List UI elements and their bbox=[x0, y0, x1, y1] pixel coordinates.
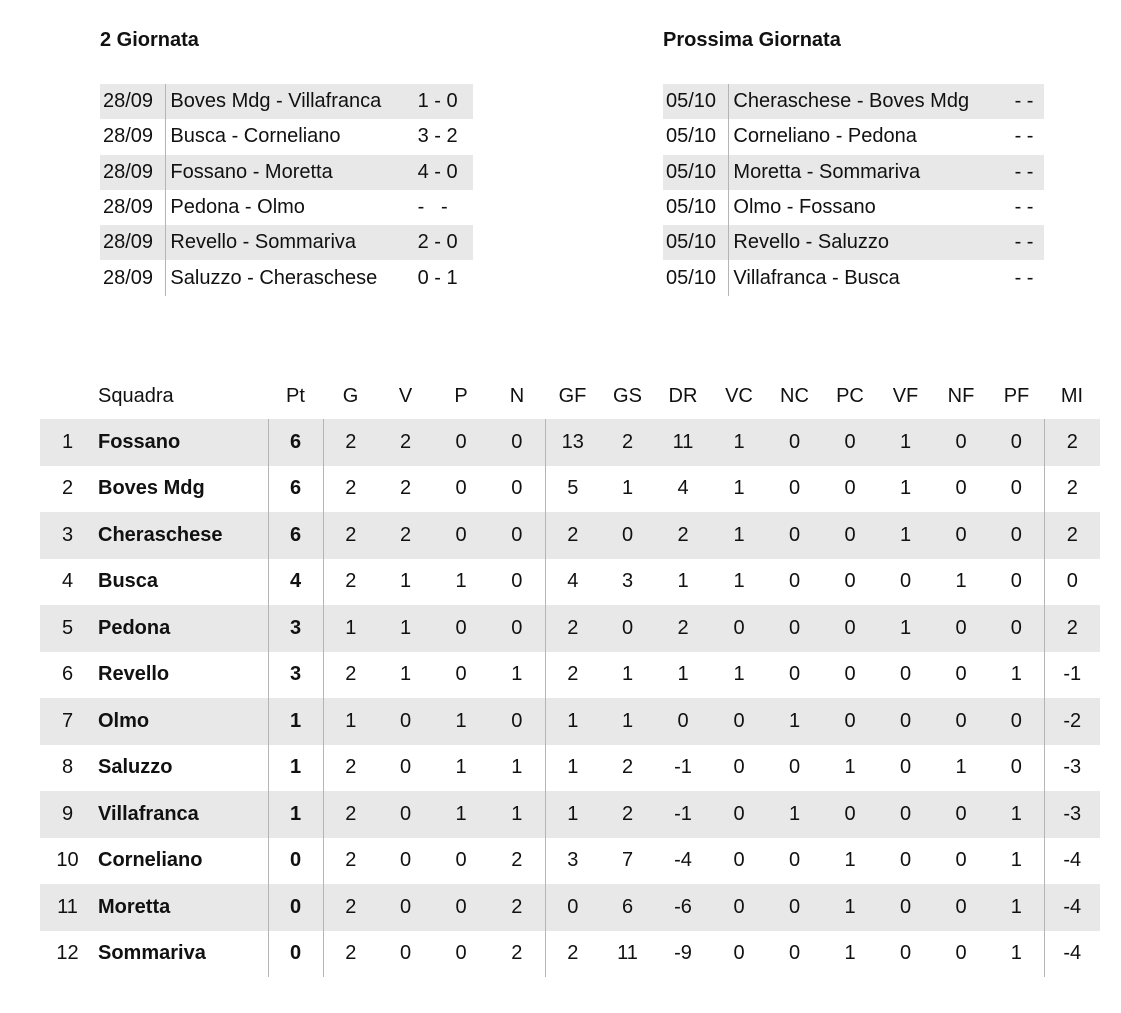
cell-away-wins: 0 bbox=[899, 663, 912, 686]
cell-away-draws: 0 bbox=[933, 884, 989, 931]
header-goals-for: GF bbox=[558, 385, 587, 407]
cell-draws: 0 bbox=[489, 605, 545, 652]
match-row bbox=[100, 84, 473, 119]
cell-goals-for: 2 bbox=[545, 512, 600, 559]
match-row bbox=[100, 260, 473, 295]
cell-away-losses: 0 bbox=[1010, 756, 1022, 779]
cell-away-draws: 0 bbox=[955, 849, 967, 872]
cell-team: Olmo bbox=[95, 698, 268, 745]
cell-team: Boves Mdg bbox=[98, 477, 205, 500]
header-team: Squadra bbox=[98, 385, 174, 407]
cell-position: 9 bbox=[40, 791, 95, 838]
cell-goal-difference: -1 bbox=[655, 791, 711, 838]
match-date: 28/09 bbox=[100, 225, 166, 260]
match-row bbox=[663, 84, 1044, 119]
standings-row bbox=[40, 559, 1100, 606]
cell-goals-for: 5 bbox=[545, 466, 600, 513]
cell-points: 3 bbox=[268, 605, 323, 652]
cell-home-losses: 0 bbox=[822, 791, 878, 838]
cell-goals-for: 0 bbox=[545, 884, 600, 931]
cell-home-wins: 0 bbox=[733, 942, 745, 965]
match-teams: Fossano - Moretta bbox=[166, 155, 418, 190]
cell-wins: 0 bbox=[378, 698, 433, 745]
cell-draws: 2 bbox=[511, 849, 523, 872]
cell-played: 2 bbox=[323, 931, 378, 978]
cell-points: 1 bbox=[268, 745, 323, 792]
cell-home-losses: 0 bbox=[822, 605, 878, 652]
cell-team: Cheraschese bbox=[95, 512, 268, 559]
cell-home-losses: 0 bbox=[822, 698, 878, 745]
cell-goals-against: 1 bbox=[621, 477, 634, 500]
cell-mi: -3 bbox=[1044, 745, 1100, 792]
cell-home-losses: 0 bbox=[844, 477, 856, 500]
cell-away-losses: 0 bbox=[1010, 570, 1022, 593]
cell-losses: 1 bbox=[455, 756, 467, 779]
match-row bbox=[663, 190, 1044, 225]
standings-header-row bbox=[40, 374, 1100, 419]
standings-row bbox=[40, 698, 1100, 745]
match-date: 28/09 bbox=[100, 190, 166, 225]
cell-home-losses: 1 bbox=[844, 756, 856, 779]
cell-goals-against: 2 bbox=[600, 791, 655, 838]
header-losses: P bbox=[454, 385, 468, 407]
cell-goal-difference: -6 bbox=[655, 884, 711, 931]
cell-goals-against: 2 bbox=[600, 419, 655, 466]
cell-goals-against: 0 bbox=[600, 512, 655, 559]
match-teams: Cheraschese - Boves Mdg bbox=[729, 84, 1015, 119]
match-score: - - bbox=[1014, 266, 1034, 289]
cell-home-wins: 0 bbox=[733, 849, 745, 872]
match-teams: Revello - Sommariva bbox=[166, 225, 418, 260]
cell-home-wins: 1 bbox=[733, 663, 745, 686]
cell-goals-for: 4 bbox=[545, 559, 600, 606]
cell-goal-difference: -9 bbox=[674, 942, 692, 965]
cell-position: 2 bbox=[61, 477, 74, 500]
cell-away-losses: 1 bbox=[989, 884, 1044, 931]
header-home-losses: PC bbox=[836, 385, 864, 407]
cell-away-draws: 1 bbox=[955, 570, 967, 593]
cell-team: Moretta bbox=[95, 884, 268, 931]
match-score: 0 - 1 bbox=[417, 266, 458, 289]
match-date: 05/10 bbox=[663, 84, 729, 119]
match-date: 05/10 bbox=[663, 260, 729, 295]
cell-losses: 0 bbox=[433, 512, 489, 559]
results-table bbox=[100, 84, 473, 296]
cell-points: 6 bbox=[268, 466, 323, 513]
cell-played: 2 bbox=[323, 512, 378, 559]
cell-away-wins: 0 bbox=[899, 942, 912, 965]
match-date: 28/09 bbox=[100, 119, 166, 154]
cell-goals-for: 2 bbox=[545, 605, 600, 652]
cell-mi: -3 bbox=[1044, 791, 1100, 838]
cell-points: 0 bbox=[268, 884, 323, 931]
match-date: 05/10 bbox=[663, 119, 729, 154]
cell-played: 2 bbox=[323, 466, 378, 513]
match-teams: Olmo - Fossano bbox=[733, 196, 876, 219]
cell-mi: 2 bbox=[1044, 466, 1100, 513]
cell-home-losses: 0 bbox=[822, 512, 878, 559]
cell-home-losses: 0 bbox=[844, 570, 856, 593]
cell-position: 8 bbox=[61, 756, 74, 779]
cell-away-losses: 0 bbox=[989, 698, 1044, 745]
cell-home-losses: 0 bbox=[822, 419, 878, 466]
cell-played: 2 bbox=[323, 652, 378, 699]
cell-away-losses: 0 bbox=[989, 605, 1044, 652]
standings-row bbox=[40, 419, 1100, 466]
header-away-draws: NF bbox=[947, 385, 975, 407]
cell-mi: 2 bbox=[1044, 605, 1100, 652]
cell-goals-against: 1 bbox=[600, 698, 655, 745]
cell-points: 6 bbox=[268, 512, 323, 559]
cell-team: Busca bbox=[98, 570, 159, 593]
cell-away-wins: 1 bbox=[899, 477, 912, 500]
cell-away-draws: 0 bbox=[933, 419, 989, 466]
cell-goals-against: 2 bbox=[621, 756, 634, 779]
cell-away-losses: 1 bbox=[1010, 849, 1022, 872]
cell-home-draws: 0 bbox=[788, 849, 801, 872]
cell-draws: 0 bbox=[489, 512, 545, 559]
cell-team: Revello bbox=[98, 663, 170, 686]
cell-points: 1 bbox=[268, 698, 323, 745]
cell-position: 3 bbox=[40, 512, 95, 559]
cell-goals-against: 0 bbox=[600, 605, 655, 652]
cell-home-wins: 0 bbox=[711, 605, 767, 652]
cell-home-draws: 1 bbox=[767, 791, 822, 838]
match-teams: Pedona - Olmo bbox=[170, 196, 305, 219]
cell-played: 2 bbox=[323, 419, 378, 466]
cell-home-draws: 0 bbox=[767, 605, 822, 652]
cell-mi: -2 bbox=[1044, 698, 1100, 745]
cell-position: 6 bbox=[61, 663, 74, 686]
cell-position: 12 bbox=[56, 942, 79, 965]
match-row bbox=[663, 119, 1044, 154]
cell-mi: -4 bbox=[1044, 884, 1100, 931]
cell-team: Corneliano bbox=[98, 849, 203, 872]
header-away-wins: VF bbox=[892, 385, 919, 407]
cell-team: Pedona bbox=[95, 605, 268, 652]
cell-draws: 0 bbox=[511, 477, 523, 500]
cell-away-losses: 0 bbox=[989, 512, 1044, 559]
header-home-wins: VC bbox=[725, 385, 753, 407]
cell-mi: 0 bbox=[1044, 559, 1100, 606]
cell-wins: 0 bbox=[378, 791, 433, 838]
header-goal-difference: DR bbox=[668, 385, 698, 407]
cell-losses: 0 bbox=[433, 884, 489, 931]
standings-row bbox=[40, 605, 1100, 652]
match-teams: Boves Mdg - Villafranca bbox=[166, 84, 418, 119]
match-score: - - bbox=[1014, 125, 1034, 148]
cell-away-draws: 1 bbox=[955, 756, 967, 779]
match-date: 28/09 bbox=[100, 84, 166, 119]
cell-losses: 0 bbox=[455, 477, 467, 500]
cell-losses: 1 bbox=[455, 570, 467, 593]
cell-played: 2 bbox=[323, 838, 378, 885]
match-score: 1 - 0 bbox=[418, 84, 473, 119]
cell-points: 4 bbox=[268, 559, 323, 606]
match-date: 28/09 bbox=[100, 260, 166, 295]
cell-goals-for: 1 bbox=[545, 791, 600, 838]
standings-row bbox=[40, 745, 1100, 792]
cell-losses: 0 bbox=[433, 605, 489, 652]
cell-losses: 1 bbox=[433, 698, 489, 745]
cell-away-wins: 1 bbox=[878, 605, 933, 652]
match-score: - - bbox=[417, 196, 448, 219]
cell-wins: 2 bbox=[399, 477, 412, 500]
cell-goal-difference: 1 bbox=[677, 663, 689, 686]
match-date: 05/10 bbox=[663, 155, 729, 190]
cell-away-draws: 0 bbox=[933, 698, 989, 745]
match-row bbox=[663, 155, 1044, 190]
cell-away-losses: 0 bbox=[1010, 477, 1022, 500]
standings-row bbox=[40, 931, 1100, 978]
cell-mi: 2 bbox=[1044, 419, 1100, 466]
match-teams: Revello - Saluzzo bbox=[729, 225, 1015, 260]
cell-home-wins: 1 bbox=[711, 512, 767, 559]
standings-row bbox=[40, 466, 1100, 513]
cell-team: Sommariva bbox=[98, 942, 206, 965]
cell-away-draws: 0 bbox=[933, 791, 989, 838]
cell-losses: 0 bbox=[455, 942, 467, 965]
match-date: 05/10 bbox=[663, 190, 729, 225]
cell-played: 2 bbox=[323, 745, 378, 792]
cell-away-wins: 1 bbox=[878, 512, 933, 559]
match-score: 4 - 0 bbox=[418, 155, 473, 190]
cell-draws: 0 bbox=[511, 570, 523, 593]
cell-points: 6 bbox=[268, 419, 323, 466]
next-round-title: Prossima Giornata bbox=[663, 29, 841, 51]
match-row bbox=[663, 260, 1044, 295]
cell-goal-difference: -1 bbox=[674, 756, 692, 779]
cell-goal-difference: 4 bbox=[677, 477, 689, 500]
cell-goals-for: 3 bbox=[545, 838, 600, 885]
cell-goals-against: 1 bbox=[621, 663, 634, 686]
cell-wins: 0 bbox=[399, 942, 412, 965]
cell-home-wins: 0 bbox=[711, 698, 767, 745]
cell-away-wins: 0 bbox=[878, 791, 933, 838]
cell-position: 10 bbox=[56, 849, 79, 872]
match-teams: Moretta - Sommariva bbox=[729, 155, 1015, 190]
cell-team: Fossano bbox=[95, 419, 268, 466]
cell-wins: 0 bbox=[399, 849, 412, 872]
match-teams: Busca - Corneliano bbox=[170, 125, 341, 148]
cell-played: 2 bbox=[323, 791, 378, 838]
cell-goals-against: 11 bbox=[617, 942, 638, 965]
cell-mi: -4 bbox=[1044, 838, 1100, 885]
cell-home-wins: 1 bbox=[733, 570, 745, 593]
cell-home-losses: 0 bbox=[844, 663, 856, 686]
cell-home-draws: 0 bbox=[788, 477, 801, 500]
cell-points: 3 bbox=[268, 652, 323, 699]
cell-goals-against: 3 bbox=[621, 570, 634, 593]
cell-draws: 1 bbox=[511, 663, 523, 686]
fixtures-table bbox=[663, 84, 1044, 296]
header-wins: V bbox=[398, 385, 413, 407]
cell-goal-difference: 0 bbox=[655, 698, 711, 745]
cell-away-wins: 0 bbox=[878, 698, 933, 745]
round-title: 2 Giornata bbox=[100, 29, 199, 51]
cell-goals-for: 1 bbox=[545, 698, 600, 745]
cell-draws: 0 bbox=[489, 698, 545, 745]
cell-goal-difference: 2 bbox=[655, 605, 711, 652]
cell-home-draws: 0 bbox=[767, 512, 822, 559]
cell-draws: 1 bbox=[511, 756, 523, 779]
cell-position: 7 bbox=[40, 698, 95, 745]
match-row bbox=[100, 155, 473, 190]
standings-row bbox=[40, 512, 1100, 559]
header-home-draws: NC bbox=[780, 385, 809, 407]
cell-played: 2 bbox=[323, 884, 378, 931]
cell-mi: -4 bbox=[1044, 931, 1100, 978]
cell-away-wins: 1 bbox=[878, 419, 933, 466]
header-mi: MI bbox=[1060, 385, 1084, 407]
header-goals-against: GS bbox=[613, 385, 642, 407]
cell-home-draws: 0 bbox=[788, 663, 801, 686]
cell-position: 4 bbox=[61, 570, 74, 593]
cell-goals-against: 7 bbox=[621, 849, 634, 872]
cell-losses: 0 bbox=[433, 419, 489, 466]
standings-row bbox=[40, 791, 1100, 838]
cell-played: 2 bbox=[323, 559, 378, 606]
match-date: 05/10 bbox=[663, 225, 729, 260]
cell-played: 1 bbox=[323, 698, 378, 745]
cell-away-wins: 0 bbox=[899, 570, 912, 593]
match-score: - - bbox=[1014, 196, 1034, 219]
cell-away-wins: 0 bbox=[899, 849, 912, 872]
cell-away-losses: 1 bbox=[1010, 663, 1022, 686]
cell-team: Villafranca bbox=[95, 791, 268, 838]
cell-points: 1 bbox=[268, 791, 323, 838]
match-score: - - bbox=[1015, 155, 1044, 190]
cell-goal-difference: 11 bbox=[655, 419, 711, 466]
cell-goal-difference: -4 bbox=[674, 849, 692, 872]
cell-wins: 0 bbox=[399, 756, 412, 779]
header-played: G bbox=[342, 385, 359, 407]
standings-row bbox=[40, 838, 1100, 885]
header-points: Pt bbox=[286, 385, 305, 407]
cell-home-losses: 1 bbox=[844, 942, 856, 965]
cell-home-losses: 1 bbox=[822, 884, 878, 931]
cell-mi: 2 bbox=[1044, 512, 1100, 559]
cell-wins: 2 bbox=[378, 512, 433, 559]
match-row bbox=[100, 190, 473, 225]
standings-table bbox=[40, 374, 1100, 977]
match-row bbox=[663, 225, 1044, 260]
cell-home-draws: 0 bbox=[788, 756, 801, 779]
cell-home-wins: 1 bbox=[733, 477, 745, 500]
match-date: 28/09 bbox=[100, 155, 166, 190]
cell-wins: 0 bbox=[378, 884, 433, 931]
header-away-losses: PF bbox=[1003, 385, 1030, 407]
match-row bbox=[100, 119, 473, 154]
cell-draws: 2 bbox=[489, 884, 545, 931]
header-position bbox=[40, 374, 95, 419]
match-teams: Villafranca - Busca bbox=[733, 266, 900, 289]
cell-home-losses: 1 bbox=[844, 849, 856, 872]
cell-home-wins: 0 bbox=[733, 756, 745, 779]
cell-wins: 1 bbox=[378, 605, 433, 652]
cell-wins: 1 bbox=[399, 570, 412, 593]
cell-draws: 1 bbox=[489, 791, 545, 838]
cell-losses: 0 bbox=[455, 849, 467, 872]
match-teams: Corneliano - Pedona bbox=[733, 125, 917, 148]
standings-row bbox=[40, 884, 1100, 931]
cell-goal-difference: 2 bbox=[655, 512, 711, 559]
cell-away-draws: 0 bbox=[955, 477, 967, 500]
cell-position: 11 bbox=[40, 884, 95, 931]
cell-away-wins: 0 bbox=[899, 756, 912, 779]
cell-away-draws: 0 bbox=[955, 663, 967, 686]
cell-away-losses: 1 bbox=[1010, 942, 1022, 965]
cell-losses: 0 bbox=[455, 663, 467, 686]
cell-position: 1 bbox=[40, 419, 95, 466]
standings-row bbox=[40, 652, 1100, 699]
cell-away-losses: 0 bbox=[989, 419, 1044, 466]
match-score: - - bbox=[1015, 84, 1044, 119]
match-score: 3 - 2 bbox=[417, 125, 458, 148]
cell-points: 0 bbox=[268, 931, 323, 978]
match-row bbox=[100, 225, 473, 260]
cell-home-draws: 0 bbox=[788, 942, 801, 965]
cell-team: Saluzzo bbox=[98, 756, 173, 779]
cell-losses: 1 bbox=[433, 791, 489, 838]
cell-points: 0 bbox=[268, 838, 323, 885]
cell-away-wins: 0 bbox=[878, 884, 933, 931]
cell-away-draws: 0 bbox=[955, 942, 967, 965]
cell-mi: -1 bbox=[1044, 652, 1100, 699]
cell-away-draws: 0 bbox=[933, 605, 989, 652]
cell-draws: 0 bbox=[489, 419, 545, 466]
cell-goals-for: 2 bbox=[545, 931, 600, 978]
cell-goal-difference: 1 bbox=[677, 570, 689, 593]
cell-wins: 1 bbox=[399, 663, 412, 686]
cell-home-draws: 0 bbox=[767, 419, 822, 466]
match-teams: Saluzzo - Cheraschese bbox=[170, 266, 378, 289]
cell-played: 1 bbox=[323, 605, 378, 652]
cell-home-draws: 0 bbox=[767, 884, 822, 931]
cell-home-draws: 0 bbox=[788, 570, 801, 593]
cell-away-draws: 0 bbox=[933, 512, 989, 559]
cell-home-draws: 1 bbox=[767, 698, 822, 745]
cell-home-wins: 1 bbox=[711, 419, 767, 466]
cell-home-wins: 0 bbox=[711, 791, 767, 838]
header-draws: N bbox=[509, 385, 525, 407]
cell-draws: 2 bbox=[511, 942, 523, 965]
cell-goals-against: 6 bbox=[600, 884, 655, 931]
cell-goals-for: 2 bbox=[545, 652, 600, 699]
cell-goals-for: 1 bbox=[545, 745, 600, 792]
cell-position: 5 bbox=[40, 605, 95, 652]
match-score: 2 - 0 bbox=[418, 225, 473, 260]
cell-home-wins: 0 bbox=[711, 884, 767, 931]
cell-away-losses: 1 bbox=[989, 791, 1044, 838]
match-score: - - bbox=[1015, 225, 1044, 260]
cell-goals-for: 13 bbox=[545, 419, 600, 466]
cell-wins: 2 bbox=[378, 419, 433, 466]
